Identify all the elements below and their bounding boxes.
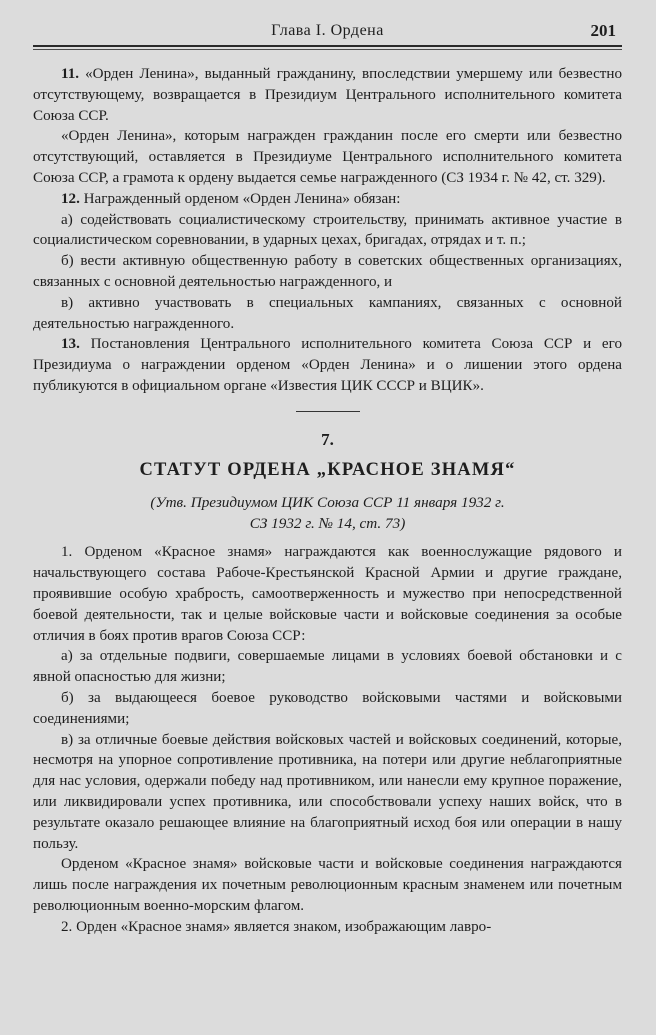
- header-rule-thin: [33, 49, 622, 50]
- paragraph-number: 13.: [61, 336, 80, 353]
- paragraph-text: Орден «Красное знамя» является знаком, изображающим лавро-: [76, 918, 492, 935]
- statute-paragraph-1-a: а) за отдельные подвиги, совершаемые лицами в условиях боевой обстановки и с явной опасностью для жизни;: [33, 648, 622, 686]
- paragraph-number: 12.: [61, 190, 80, 207]
- paragraph-text: Орденом «Красное знамя» награждаются как военнослужащие рядового и начальствующего состава Рабоче-Крестьянской Красной Армии и другие граждане, проявившие особую храбрость, самоотверженность и мужество при непосредственной боевой деятельности, так и целые войсковые части и войсковые соединения за особые отличия в боях против врагов Союза ССР:: [33, 544, 622, 644]
- page-number: 201: [590, 21, 616, 40]
- section-subtitle: [33, 493, 622, 535]
- statute-paragraph-1-c: в) за отличные боевые действия войсковых частей и войсковых соединений, которые, несмотря на упорное сопротивление противника, на потери или другие неблагоприятные для нас условия, одержали победу над противником, или нанесли ему крупное поражение, или ликвидировали успех противника, или способствовали успеху наших войск, что в результате оказало решающее влияние на благоприятный исход боя или операции в нашу пользу.: [33, 731, 622, 852]
- subtitle-line-2: СЗ 1932 г. № 14, ст. 73): [249, 514, 406, 532]
- page-header: [33, 0, 622, 50]
- paragraph-11-continued: «Орден Ленина», которым награжден гражданин после его смерти или безвестно отсутствующий, оставляется в Президиуме Центрального исполнительного комитета Союза ССР, а грамота к ордену выдается семье награжденного (СЗ 1934 г. № 42, ст. 329).: [33, 128, 622, 186]
- subtitle-line-1: (Утв. Президиумом ЦИК Союза ССР 11 января 1932 г.: [150, 493, 505, 511]
- paragraph-number: 1.: [61, 544, 73, 561]
- paragraph-number: 11.: [61, 66, 80, 82]
- paragraph-13: [33, 334, 622, 396]
- statute-paragraph-1-b: б) за выдающееся боевое руководство войсковыми частями и войсковыми соединениями;: [33, 689, 622, 727]
- paragraph-12: [33, 189, 622, 210]
- paragraph-number: 2.: [61, 918, 73, 935]
- paragraph-12-b: б) вести активную общественную работу в советских общественных организациях, связанных с основной деятельностью награжденного, и: [33, 253, 622, 290]
- paragraph-text: «Орден Ленина», выданный гражданину, впоследствии умершему или безвестно отсутствующему, возвращается в Президиум Центрального исполнительного комитета Союза ССР.: [33, 66, 622, 124]
- statute-paragraph-1-d: Орденом «Красное знамя» войсковые части и войсковые соединения награждаются лишь после награждения их почетным революционным красным знаменем или почетным революционным военно-морским флагом.: [33, 856, 622, 914]
- statute-paragraph-1: [33, 542, 622, 646]
- paragraph-11: [33, 64, 622, 126]
- paragraph-12-c: в) активно участвовать в специальных кампаниях, связанных с основной деятельностью награжденного.: [33, 294, 622, 332]
- paragraph-12-a: а) содействовать социалистическому строительству, принимать активное участие в социалистическом соревновании, в ударных цехах, бригадах, отрядах и т. п.;: [33, 211, 622, 249]
- section-title: СТАТУТ ОРДЕНА „КРАСНОЕ ЗНАМЯ“: [139, 459, 516, 480]
- statute-paragraph-2: [33, 917, 622, 938]
- paragraph-text: Награжденный орденом «Орден Ленина» обязан:: [83, 190, 401, 207]
- section-number: 7.: [321, 429, 334, 449]
- section-separator: [296, 411, 360, 412]
- paragraph-text: Постановления Центрального исполнительного комитета Союза ССР и его Президиума о награждении орденом «Орден Ленина» и о лишении этого ордена публикуются в официальном органе «Известия ЦИК СССР и ВЦИК».: [33, 336, 622, 394]
- page-body: [33, 50, 622, 937]
- chapter-title: Глава I. Ордена: [271, 22, 384, 39]
- header-rule-thick: [33, 45, 622, 47]
